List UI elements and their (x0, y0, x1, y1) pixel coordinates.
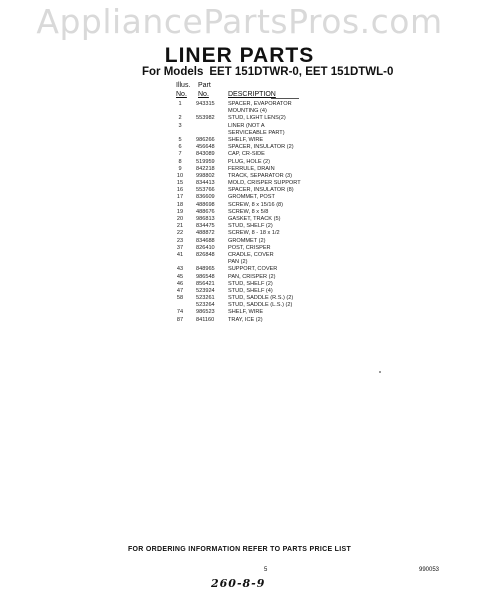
part-description: STUD, SHELF (4) (228, 287, 273, 294)
site-watermark: AppliancePartsPros.com (36, 2, 443, 41)
part-description: MOUNTING (4) (228, 108, 267, 115)
illus-number: 47 (176, 287, 184, 294)
illus-number: 2 (178, 115, 182, 122)
illus-number: 37 (176, 244, 184, 251)
illus-number: 10 (176, 172, 184, 179)
part-number: 843089 (196, 151, 215, 158)
illus-number: 45 (176, 273, 184, 280)
models-list: EET 151DTWR-0, EET 151DTWL-0 (209, 66, 394, 78)
part-number: 986266 (196, 136, 215, 143)
models-prefix: For Models (142, 66, 204, 78)
part-description: STUD, SADDLE (R.S.) (2) (228, 295, 294, 302)
illus-number: 20 (176, 216, 184, 222)
part-number: 834688 (196, 237, 215, 244)
col-header-illus-no: No. (176, 91, 187, 98)
part-description: FERRULE, DRAIN (228, 165, 275, 172)
part-description: SPACER, EVAPORATOR (228, 101, 292, 107)
part-number: 523264 (196, 302, 215, 309)
illus-number: 18 (176, 201, 184, 208)
illus-number: 23 (176, 237, 184, 244)
illus-number: 46 (176, 280, 184, 287)
illus-number: 58 (176, 295, 184, 302)
part-number: 488872 (196, 230, 215, 237)
part-number: 836609 (196, 194, 215, 201)
col-header-description: DESCRIPTION (228, 91, 276, 98)
part-number: 519959 (196, 158, 215, 165)
handwritten-note: 260-8-9 (211, 577, 266, 590)
part-description: SHELF, WIRE (228, 309, 264, 316)
part-description: STUD, LIGHT LENS(2) (228, 115, 286, 122)
part-number: 842218 (196, 165, 215, 172)
part-description: PLUG, HOLE (2) (228, 158, 270, 165)
ordering-info-footer: FOR ORDERING INFORMATION REFER TO PARTS PRICE LIST (127, 546, 352, 553)
part-number: 998802 (196, 172, 215, 179)
illus-number: 74 (176, 309, 184, 316)
illus-number: 15 (176, 180, 184, 187)
part-number: 523924 (196, 287, 215, 294)
part-number: 986813 (196, 216, 215, 222)
illus-number: 21 (176, 223, 184, 230)
part-description: SPACER, INSULATOR (2) (228, 144, 294, 151)
col-header-part-top: Part (198, 82, 211, 89)
part-description: TRACK, SEPARATOR (3) (228, 172, 293, 179)
part-number: 848965 (196, 266, 215, 273)
illus-number: 5 (178, 136, 182, 143)
illus-number: 6 (178, 144, 182, 151)
part-description: SHELF, WIRE (228, 136, 264, 143)
catalog-number: 990053 (419, 567, 440, 573)
illus-number: 7 (178, 151, 182, 158)
illus-number: 87 (176, 316, 184, 323)
part-number: 488676 (196, 208, 215, 215)
part-description: MOLD, CRISPER SUPPORT (228, 180, 301, 187)
part-description: SCREW, 8 x 15/16 (8) (228, 201, 284, 208)
part-description: GROMMET (2) (228, 237, 266, 244)
illus-number: 9 (178, 165, 182, 172)
part-number: 553766 (196, 187, 215, 194)
illus-number: 17 (176, 194, 184, 201)
part-number: 986548 (196, 273, 215, 280)
part-description: TRAY, ICE (2) (228, 316, 263, 323)
part-description: LINER (NOT A (228, 122, 265, 129)
part-description: SERVICEABLE PART) (228, 129, 285, 136)
part-description: SCREW, 8 - 18 x 1/2 (228, 230, 280, 237)
scan-speck (379, 371, 381, 373)
illus-number: 16 (176, 187, 184, 194)
illus-number: 41 (176, 251, 184, 258)
page-number: 5 (264, 567, 268, 573)
illus-number: 19 (176, 208, 184, 215)
part-description: CRADLE, COVER (228, 251, 274, 258)
part-number: 834475 (196, 223, 215, 230)
part-number: 986523 (196, 309, 215, 316)
part-description: PAN (2) (228, 259, 248, 266)
part-description: CAP, CR-SIDE (228, 151, 265, 158)
part-description: SUPPORT, COVER (228, 266, 278, 273)
part-description: STUD, SADDLE (L.S.) (2) (228, 302, 293, 309)
part-description: STUD, SHELF (2) (228, 223, 273, 230)
part-number: 523261 (196, 295, 215, 302)
part-description: SPACER, INSULATOR (8) (228, 187, 294, 194)
part-number: 943315 (196, 101, 215, 107)
illus-number: 43 (176, 266, 184, 273)
illus-number: 8 (178, 158, 182, 165)
col-header-part-no: No. (198, 91, 209, 98)
illus-number: 1 (178, 101, 182, 107)
part-description: PAN, CRISPER (2) (228, 273, 276, 280)
col-header-illus-top: Illus. (176, 82, 191, 89)
part-number: 834413 (196, 180, 215, 187)
part-number: 841160 (196, 316, 215, 323)
part-description: STUD, SHELF (2) (228, 280, 273, 287)
part-number: 456648 (196, 144, 215, 151)
header-underline (271, 98, 299, 99)
part-description: GASKET, TRACK (5) (228, 216, 281, 222)
page-title: LINER PARTS (164, 44, 315, 67)
illus-number: 22 (176, 230, 184, 237)
part-number: 826410 (196, 244, 215, 251)
part-description: POST, CRISPER (228, 244, 271, 251)
part-number: 488698 (196, 201, 215, 208)
illus-number: 3 (178, 122, 182, 129)
part-number: 826848 (196, 251, 215, 258)
part-description: SCREW, 8 x 5/8 (228, 208, 269, 215)
part-number: 553982 (196, 115, 215, 122)
part-description: GROMMET, POST (228, 194, 275, 201)
part-number: 856421 (196, 280, 215, 287)
models-line (142, 66, 393, 78)
